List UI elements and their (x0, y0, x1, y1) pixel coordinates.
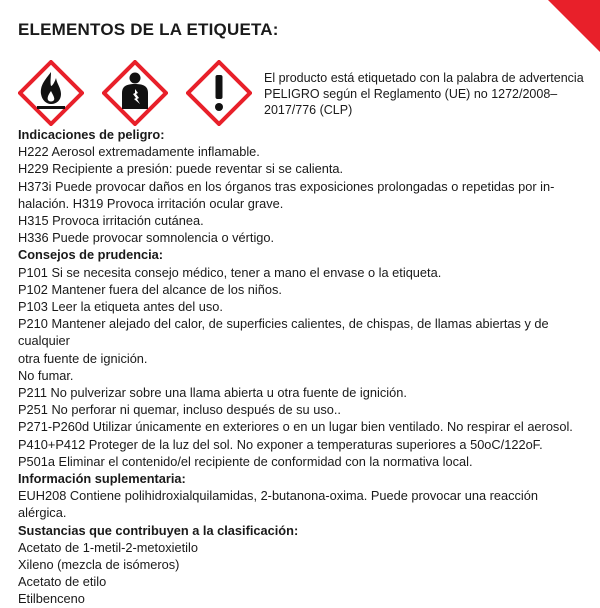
section (18, 126, 588, 246)
statement-line: Etilbenceno (18, 591, 85, 607)
statement-line: H229 Recipiente a presión: puede reventar si se calienta. (18, 161, 344, 177)
statement-line: otra fuente de ignición. (18, 350, 148, 366)
statement-line: H222 Aerosol extremadamente inflamable. (18, 144, 260, 160)
page-title: ELEMENTOS DE LA ETIQUETA: (18, 20, 279, 39)
section-heading: Consejos de prudencia: (18, 247, 164, 263)
statement-line: P101 Si se necesita consejo médico, tener a mano el envase o la etiqueta. (18, 264, 442, 280)
statement-line: P251 No perforar ni quemar, incluso después de su uso.. (18, 402, 341, 418)
health-hazard-icon (102, 60, 168, 126)
section-heading: Sustancias que contribuyen a la clasificación: (18, 522, 299, 538)
statement-line: Acetato de 1-metil-2-metoxietilo (18, 539, 198, 555)
label-sections (18, 126, 588, 608)
statement-line: P211 No pulverizar sobre una llama abierta u otra fuente de ignición. (18, 385, 407, 401)
statement-line: H315 Provoca irritación cutánea. (18, 213, 204, 229)
statement-line: No fumar. (18, 367, 74, 383)
statement-line: H336 Puede provocar somnolencia o vértigo. (18, 230, 275, 246)
section-heading: Indicaciones de peligro: (18, 127, 165, 142)
signal-word-statement: El producto está etiquetado con la palabra de advertencia PELIGRO según el Reglamento (UE) no 1272/2008–2017/776 (CLP) (264, 71, 584, 117)
statement-line: P102 Mantener fuera del alcance de los niños. (18, 281, 282, 297)
section (18, 246, 588, 470)
statement-line: EUH208 Contiene polihidroxialquilamidas, 2-butanona-oxima. Puede provocar una reacción alérgica. (18, 488, 539, 521)
statement-line: Acetato de etilo (18, 574, 107, 590)
flame-icon (18, 60, 84, 126)
statement-line: P210 Mantener alejado del calor, de superficies calientes, de chispas, de llamas abiertas y de cualquier (18, 316, 549, 349)
exclamation-mark-icon (186, 60, 252, 126)
statement-line: P501a Eliminar el contenido/el recipiente de conformidad con la normativa local. (18, 453, 473, 469)
section (18, 522, 588, 608)
section (18, 470, 588, 522)
statement-line: halación. H319 Provoca irritación ocular grave. (18, 195, 284, 211)
statement-line: H373i Puede provocar daños en los órganos tras exposiciones prolongadas o repetidas por in- (18, 178, 555, 194)
section-heading: Información suplementaria: (18, 471, 186, 487)
statement-line: P103 Leer la etiqueta antes del uso. (18, 299, 223, 315)
statement-line: Xileno (mezcla de isómeros) (18, 557, 180, 573)
statement-line: P271-P260d Utilizar únicamente en exteriores o en un lugar bien ventilado. No respirar el aerosol. (18, 419, 573, 435)
statement-line: P410+P412 Proteger de la luz del sol. No exponer a temperaturas superiores a 50oC/122oF. (18, 436, 543, 452)
corner-accent (548, 0, 600, 52)
